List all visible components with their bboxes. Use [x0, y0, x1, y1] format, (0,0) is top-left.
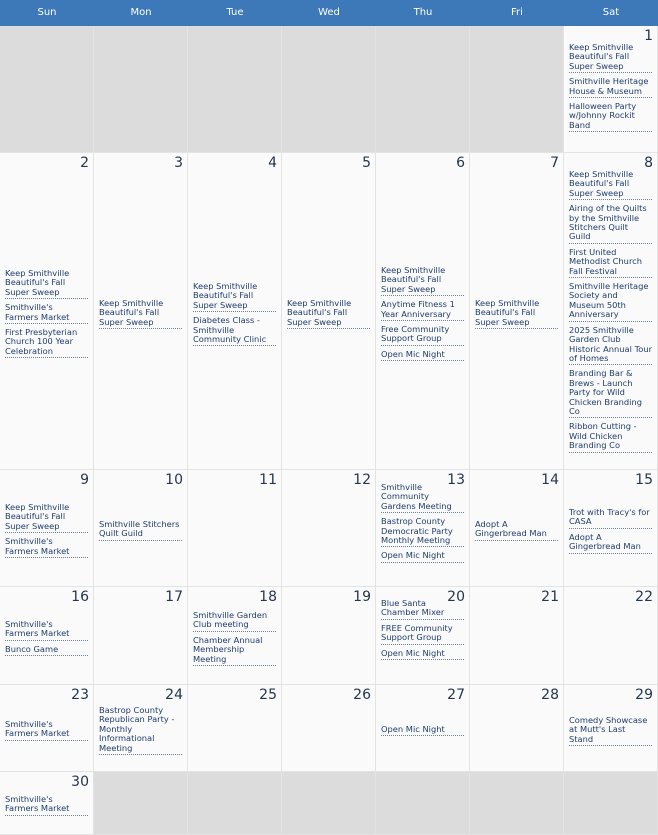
event-link[interactable]: Keep Smithville Beautiful's Fall Super Sweep: [381, 266, 464, 296]
day-number: 10: [165, 472, 183, 488]
day-number: 5: [362, 155, 371, 171]
day-cell[interactable]: [94, 470, 188, 587]
day-number: 24: [165, 687, 183, 703]
event-link[interactable]: Smithville's Farmers Market: [5, 620, 88, 641]
event-list: [381, 483, 464, 567]
day-cell[interactable]: [188, 470, 282, 587]
event-list: [569, 508, 652, 558]
event-list: [5, 620, 88, 660]
event-link[interactable]: Smithville's Farmers Market: [5, 303, 88, 324]
day-cell[interactable]: [0, 772, 94, 835]
event-list: [5, 720, 88, 745]
day-cell[interactable]: [470, 587, 564, 685]
day-number: 27: [447, 687, 465, 703]
event-link[interactable]: Smithville Heritage Society and Museum 50th Anniversary: [569, 282, 652, 322]
event-link[interactable]: 2025 Smithville Garden Club Historic Annual Tour of Homes: [569, 326, 652, 366]
empty-day-cell: [282, 772, 376, 835]
day-number: 11: [259, 472, 277, 488]
empty-day-cell: [188, 772, 282, 835]
day-cell[interactable]: [0, 470, 94, 587]
day-number: 21: [541, 589, 559, 605]
event-link[interactable]: Open Mic Night: [381, 649, 464, 660]
weekday-header: Fri: [470, 0, 564, 26]
event-list: [5, 269, 88, 362]
day-number: 29: [635, 687, 653, 703]
day-cell[interactable]: [564, 26, 658, 153]
day-cell[interactable]: [470, 685, 564, 772]
event-list: [99, 520, 182, 545]
day-number: 9: [80, 472, 89, 488]
event-link[interactable]: Free Community Support Group: [381, 325, 464, 346]
event-link[interactable]: Trot with Tracy's for CASA: [569, 508, 652, 529]
event-link[interactable]: Bastrop County Republican Party - Monthly Informational Meeting: [99, 706, 182, 755]
event-link[interactable]: Bastrop County Democratic Party Monthly Meeting: [381, 517, 464, 547]
day-cell[interactable]: [94, 153, 188, 470]
day-number: 3: [174, 155, 183, 171]
weekday-header: Wed: [282, 0, 376, 26]
empty-day-cell: [470, 26, 564, 153]
weekday-header: Thu: [376, 0, 470, 26]
event-list: [569, 716, 652, 750]
event-link[interactable]: Airing of the Quilts by the Smithville Stitchers Quilt Guild: [569, 204, 652, 244]
event-list: [193, 282, 276, 350]
event-link[interactable]: Keep Smithville Beautiful's Fall Super Sweep: [193, 282, 276, 312]
event-list: [99, 299, 182, 333]
day-cell[interactable]: [188, 587, 282, 685]
day-number: 7: [550, 155, 559, 171]
event-list: [381, 725, 464, 740]
event-link[interactable]: Open Mic Night: [381, 350, 464, 361]
day-number: 14: [541, 472, 559, 488]
day-number: 16: [71, 589, 89, 605]
day-number: 22: [635, 589, 653, 605]
event-link[interactable]: Ribbon Cutting - Wild Chicken Branding Co: [569, 422, 652, 452]
event-list: [287, 299, 370, 333]
event-list: [381, 599, 464, 664]
event-link[interactable]: Keep Smithville Beautiful's Fall Super Sweep: [569, 170, 652, 200]
day-cell[interactable]: [376, 153, 470, 470]
event-link[interactable]: Chamber Annual Membership Meeting: [193, 636, 276, 666]
event-link[interactable]: Keep Smithville Beautiful's Fall Super Sweep: [287, 299, 370, 329]
event-link[interactable]: Blue Santa Chamber Mixer: [381, 599, 464, 620]
day-cell[interactable]: [282, 587, 376, 685]
empty-day-cell: [282, 26, 376, 153]
weekday-header: Mon: [94, 0, 188, 26]
event-link[interactable]: Smithville's Farmers Market: [5, 537, 88, 558]
day-cell[interactable]: [94, 685, 188, 772]
event-link[interactable]: Keep Smithville Beautiful's Fall Super Sweep: [5, 503, 88, 533]
day-number: 2: [80, 155, 89, 171]
day-number: 18: [259, 589, 277, 605]
event-link[interactable]: Halloween Party w/Johnny Rockit Band: [569, 102, 652, 132]
event-link[interactable]: Keep Smithville Beautiful's Fall Super Sweep: [475, 299, 558, 329]
event-link[interactable]: Diabetes Class - Smithville Community Clinic: [193, 316, 276, 346]
event-list: [475, 299, 558, 333]
day-cell[interactable]: [0, 153, 94, 470]
day-number: 28: [541, 687, 559, 703]
weekday-header: Tue: [188, 0, 282, 26]
empty-day-cell: [0, 26, 94, 153]
day-number: 17: [165, 589, 183, 605]
day-number: 30: [71, 774, 89, 790]
weekday-header: Sat: [564, 0, 658, 26]
day-cell[interactable]: [94, 587, 188, 685]
day-number: 4: [268, 155, 277, 171]
event-link[interactable]: Smithville Heritage House & Museum: [569, 77, 652, 98]
day-cell[interactable]: [376, 470, 470, 587]
day-cell[interactable]: [282, 685, 376, 772]
empty-day-cell: [376, 772, 470, 835]
event-link[interactable]: Bunco Game: [5, 645, 88, 656]
day-cell[interactable]: [282, 470, 376, 587]
day-number: 15: [635, 472, 653, 488]
day-number: 25: [259, 687, 277, 703]
empty-day-cell: [94, 26, 188, 153]
day-cell[interactable]: [564, 153, 658, 470]
day-number: 13: [447, 472, 465, 488]
day-number: 1: [644, 28, 653, 44]
event-list: [99, 706, 182, 759]
day-cell[interactable]: [564, 685, 658, 772]
day-number: 23: [71, 687, 89, 703]
event-list: [569, 43, 652, 136]
empty-day-cell: [564, 772, 658, 835]
day-cell[interactable]: [470, 153, 564, 470]
event-list: [193, 611, 276, 670]
day-cell[interactable]: [564, 470, 658, 587]
event-link[interactable]: Smithville Garden Club meeting: [193, 611, 276, 632]
event-link[interactable]: Adopt A Gingerbread Man: [569, 533, 652, 554]
day-cell[interactable]: [282, 153, 376, 470]
day-number: 26: [353, 687, 371, 703]
event-link[interactable]: Anytime Fitness 1 Year Anniversary: [381, 300, 464, 321]
day-number: 19: [353, 589, 371, 605]
event-link[interactable]: Keep Smithville Beautiful's Fall Super Sweep: [569, 43, 652, 73]
day-number: 6: [456, 155, 465, 171]
event-link[interactable]: Comedy Showcase at Mutt's Last Stand: [569, 716, 652, 746]
event-link[interactable]: Smithville's Farmers Market: [5, 795, 88, 816]
empty-day-cell: [470, 772, 564, 835]
event-link[interactable]: First Presbyterian Church 100 Year Celebration: [5, 328, 88, 358]
event-list: [381, 266, 464, 365]
event-list: [5, 795, 88, 820]
day-cell[interactable]: [0, 685, 94, 772]
day-cell[interactable]: [564, 587, 658, 685]
day-number: 20: [447, 589, 465, 605]
event-list: [569, 170, 652, 457]
event-link[interactable]: Branding Bar & Brews - Launch Party for Wild Chicken Branding Co: [569, 369, 652, 418]
event-link[interactable]: First United Methodist Church Fall Festival: [569, 248, 652, 278]
event-link[interactable]: Open Mic Night: [381, 725, 464, 736]
day-cell[interactable]: [188, 153, 282, 470]
day-cell[interactable]: [470, 470, 564, 587]
day-cell[interactable]: [376, 685, 470, 772]
event-link[interactable]: Keep Smithville Beautiful's Fall Super Sweep: [99, 299, 182, 329]
empty-day-cell: [94, 772, 188, 835]
event-list: [5, 503, 88, 562]
day-cell[interactable]: [188, 685, 282, 772]
day-number: 8: [644, 155, 653, 171]
day-number: 12: [353, 472, 371, 488]
weekday-header: Sun: [0, 0, 94, 26]
event-link[interactable]: FREE Community Support Group: [381, 624, 464, 645]
event-link[interactable]: Adopt A Gingerbread Man: [475, 520, 558, 541]
event-link[interactable]: Smithville Stitchers Quilt Guild: [99, 520, 182, 541]
event-link[interactable]: Smithville Community Gardens Meeting: [381, 483, 464, 513]
event-link[interactable]: Open Mic Night: [381, 551, 464, 562]
empty-day-cell: [188, 26, 282, 153]
empty-day-cell: [376, 26, 470, 153]
event-link[interactable]: Keep Smithville Beautiful's Fall Super Sweep: [5, 269, 88, 299]
event-link[interactable]: Smithville's Farmers Market: [5, 720, 88, 741]
day-cell[interactable]: [0, 587, 94, 685]
event-list: [475, 520, 558, 545]
day-cell[interactable]: [376, 587, 470, 685]
